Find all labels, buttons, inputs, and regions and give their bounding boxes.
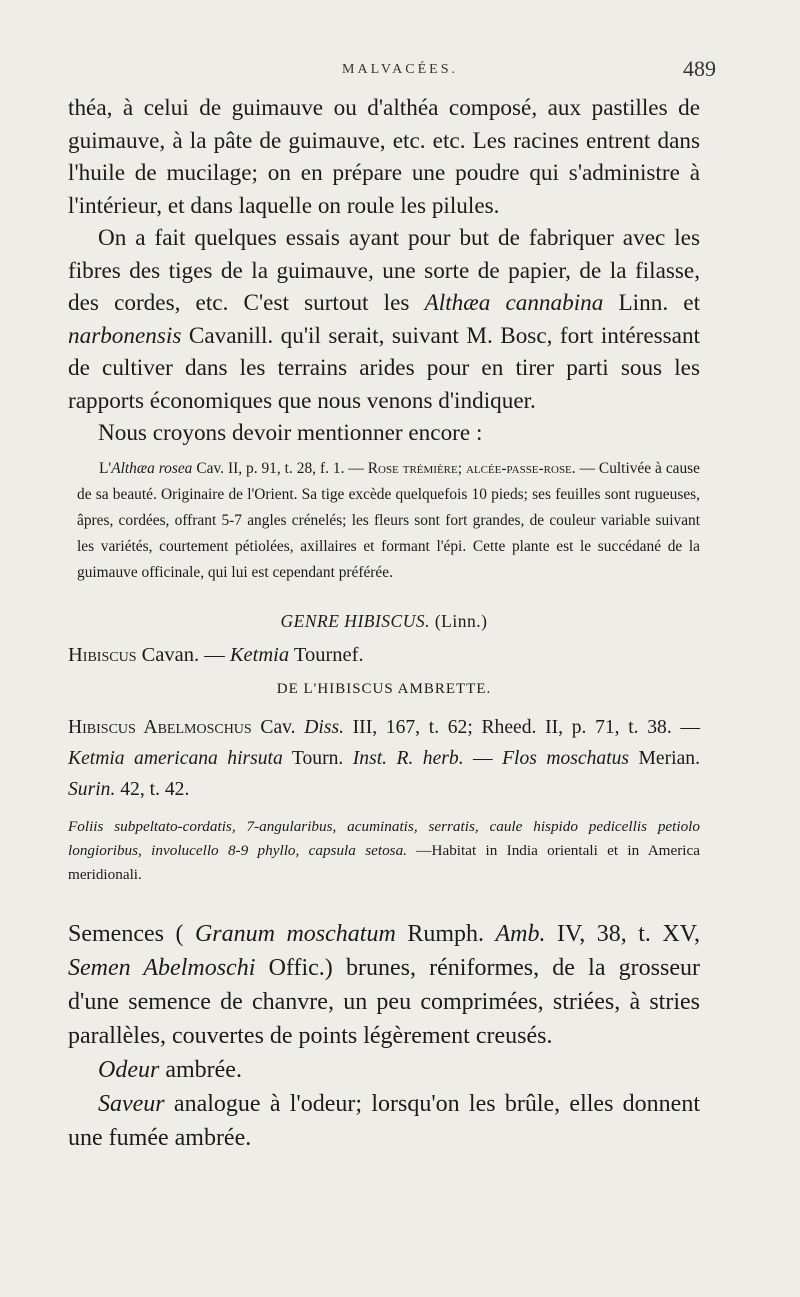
seeds-text: IV, 38, t. XV, (545, 920, 700, 947)
synonymy-italic: Surin. (68, 778, 116, 800)
paragraph-2-text-c: Cavanill. qu'il serait, suivant M. Bosc, fort intéressant de cultiver dans les terrains arides pour en tirer parti sous les rapports économiques que nous venons d'indiquer. (68, 322, 700, 414)
genus-authority: Cavan. — (136, 643, 230, 666)
paragraph-2-text-a: On a fait quelques essais ayant pour but de fabriquer avec les fibres des tiges de la guimauve, une sorte de papier, de la filasse, des cordes, etc. C'est surtout les (68, 225, 700, 316)
latin-habitat: —Habitat in India orientali et in America meridionali. (68, 841, 700, 883)
saveur-paragraph (68, 1087, 700, 1155)
species-name-cannabina: Althæa cannabina (424, 290, 604, 316)
althaea-rosea-note (68, 456, 700, 587)
paragraph-3: Nous croyons devoir mentionner encore : (98, 420, 483, 446)
seeds-text: Rumph. (395, 920, 496, 947)
odeur-line (68, 1053, 700, 1087)
paragraph-2 (68, 222, 700, 417)
synonymy-italic: Diss. (304, 716, 344, 738)
seeds-text: Offic.) brunes, réniformes, de la grosseur d'une semence de chanvre, un peu comprimées, striées, à stries parallèles, couvertes de points légèrement creusés. (68, 954, 700, 1049)
odeur-label: Odeur (98, 1056, 160, 1083)
text-column (68, 92, 700, 1155)
note-common-name: Rose trémière; alcée-passe-rose. (367, 459, 576, 477)
synonymy-italic: Ketmia americana hirsuta (68, 747, 283, 769)
genus-synonymy (68, 644, 700, 667)
paragraph-1: théa, à celui de guimauve ou d'althéa composé, aux pastilles de guimauve, à la pâte de guimauve, etc. etc. Les racines entrent dans l'huile de mucilage; on en prépare une poudre qui s'administre à l'intérieur, et dans laquelle on roule les pilules. (68, 95, 700, 219)
synonymy-italic: Flos moschatus (502, 747, 630, 769)
species-heading: DE L'HIBISCUS AMBRETTE. (276, 680, 492, 697)
running-title: MALVACÉES. (342, 62, 458, 77)
synonymy-text: 42, t. 42. (115, 778, 190, 800)
synonymy-italic: Inst. R. herb. (352, 747, 464, 769)
seeds-paragraph (68, 917, 700, 1053)
synonymy-text: Tourn. (282, 747, 353, 769)
page-number: 489 (683, 56, 716, 81)
genus-synonym-authority: Tournef. (289, 643, 364, 666)
synonymy-text: Cav. (251, 716, 305, 738)
note-body: — Cultivée à cause de sa beauté. Originaire de l'Orient. Sa tige excède quelquefois 10 pieds; ses feuilles sont rugueuses, âpres, cordées, offrant 5-7 angles crénelés; les fleurs sont fort grandes, de couleur variable suivant les variétés, courtement pétiolées, axillaires et formant l'épi. Cette plante est le succédané de la guimauve officinale, qui lui est cependant préférée. (77, 459, 700, 582)
latin-description (68, 815, 700, 887)
odeur-text: ambrée. (159, 1056, 242, 1083)
latin-diagnosis: Foliis subpeltato-cordatis, 7-angularibus, acuminatis, serratis, caule hispido pedicellis petiolo longioribus, involucello 8-9 phyllo, capsula setosa. (68, 817, 700, 859)
synonymy-text: III, 167, t. 62; Rheed. II, p. 71, t. 38. — (343, 716, 700, 738)
genus-heading-authority: (Linn.) (429, 610, 488, 631)
seeds-italic: Amb. (495, 920, 546, 947)
synonymy-text: — (463, 747, 503, 769)
seeds-italic: Semen Abelmoschi (68, 954, 256, 981)
species-name-narbonensis: narbonensis (68, 322, 182, 349)
genus-heading (68, 611, 700, 632)
note-reference: Cav. II, p. 91, t. 28, f. 1. — (192, 459, 368, 477)
saveur-text: analogue à l'odeur; lorsqu'on les brûle, elles donnent une fumée ambrée. (68, 1090, 700, 1151)
species-name: Hibiscus Abelmoschus (68, 716, 252, 738)
saveur-label: Saveur (98, 1090, 165, 1117)
genus-name: Hibiscus (68, 643, 137, 666)
note-species-name: Althæa rosea (111, 459, 193, 477)
genus-heading-name: GENRE HIBISCUS. (280, 610, 430, 631)
species-synonymy (68, 712, 700, 805)
note-prefix: L' (99, 459, 112, 477)
genus-synonym: Ketmia (229, 643, 290, 666)
synonymy-text: Merian. (629, 747, 700, 769)
seeds-text: Semences ( (68, 920, 195, 947)
seeds-italic: Granum moschatum (194, 920, 396, 947)
paragraph-2-text-b: Linn. et (603, 290, 701, 316)
